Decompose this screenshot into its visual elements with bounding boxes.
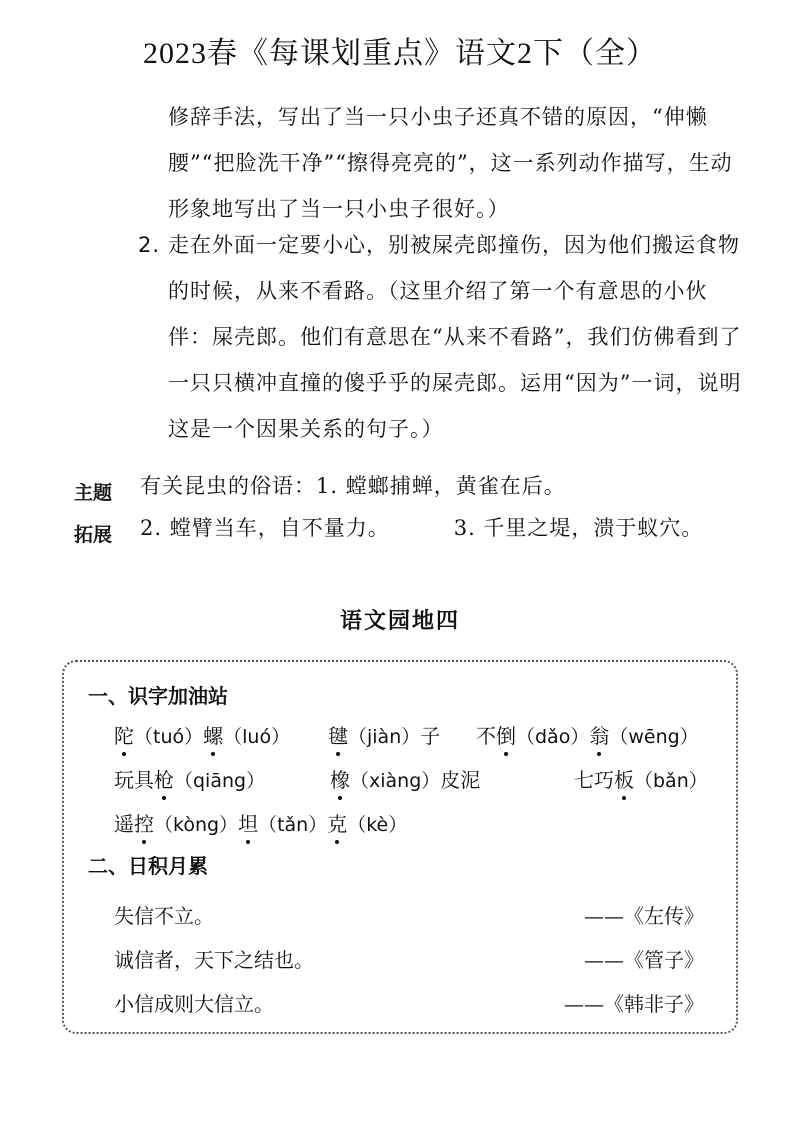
section-title: 语文园地四	[339, 609, 460, 634]
word-tuoluo: 陀（tuó）螺（luó）	[114, 724, 291, 748]
paragraph-item-2	[138, 222, 748, 452]
proverb-3: 3. 千里之堤，溃于蚁穴。	[453, 516, 704, 540]
word-qiqiaoban: 七巧板（bǎn）	[574, 768, 708, 792]
word-xiangpini: 橡（xiàng）皮泥	[330, 768, 481, 792]
quote-source: ——《左传》	[584, 904, 704, 928]
quote-line	[114, 944, 704, 973]
extension-label: 拓展	[74, 524, 113, 546]
quote-text: 诚信者，天下之结也。	[114, 948, 314, 972]
proverb-line-2	[140, 512, 703, 542]
accumulation-heading: 二、日积月累	[88, 854, 208, 878]
quote-text: 失信不立。	[114, 904, 214, 928]
quote-source: ——《韩非子》	[564, 992, 704, 1016]
proverb-line-1: 有关昆虫的俗语：1. 螳螂捕蝉，黄雀在后。	[140, 474, 566, 498]
item-number: 2.	[138, 233, 161, 257]
word-yaokongtanke: 遥控（kòng）坦（tǎn）克（kè）	[114, 812, 408, 836]
word-wanjuqiang: 玩具枪（qiāng）	[114, 768, 266, 792]
literacy-heading: 一、识字加油站	[88, 684, 228, 708]
paragraph-continued: 修辞手法，写出了当一只小虫子还真不错的原因，“伸懒腰”“把脸洗干净”“擦得亮亮的”，这一系列动作描写，生动形象地写出了当一只小虫子很好。）	[168, 105, 733, 221]
proverb-2: 2. 螳臂当车，自不量力。	[140, 516, 390, 540]
quote-line	[114, 900, 704, 929]
page-title: 2023春《每课划重点》语文2下（全）	[143, 37, 657, 70]
garden-box	[62, 660, 738, 1034]
word-jianzi: 毽（jiàn）子	[328, 724, 441, 748]
word-budaoweng: 不倒（dǎo）翁（wēng）	[476, 724, 699, 748]
quote-text: 小信成则大信立。	[114, 992, 274, 1016]
item-text: 走在外面一定要小心，别被屎壳郎撞伤，因为他们搬运食物的时候，从来不看路。（这里介绍了第一个有意思的小伙伴：屎壳郎。他们有意思在“从来不看路”，我们仿佛看到了一只只横冲直撞的傻乎乎的屎壳郎。运用“因为”一词，说明这是一个因果关系的句子。）	[168, 233, 742, 441]
quote-source: ——《管子》	[584, 948, 704, 972]
quote-line	[114, 988, 704, 1017]
theme-label: 主题	[74, 482, 113, 504]
